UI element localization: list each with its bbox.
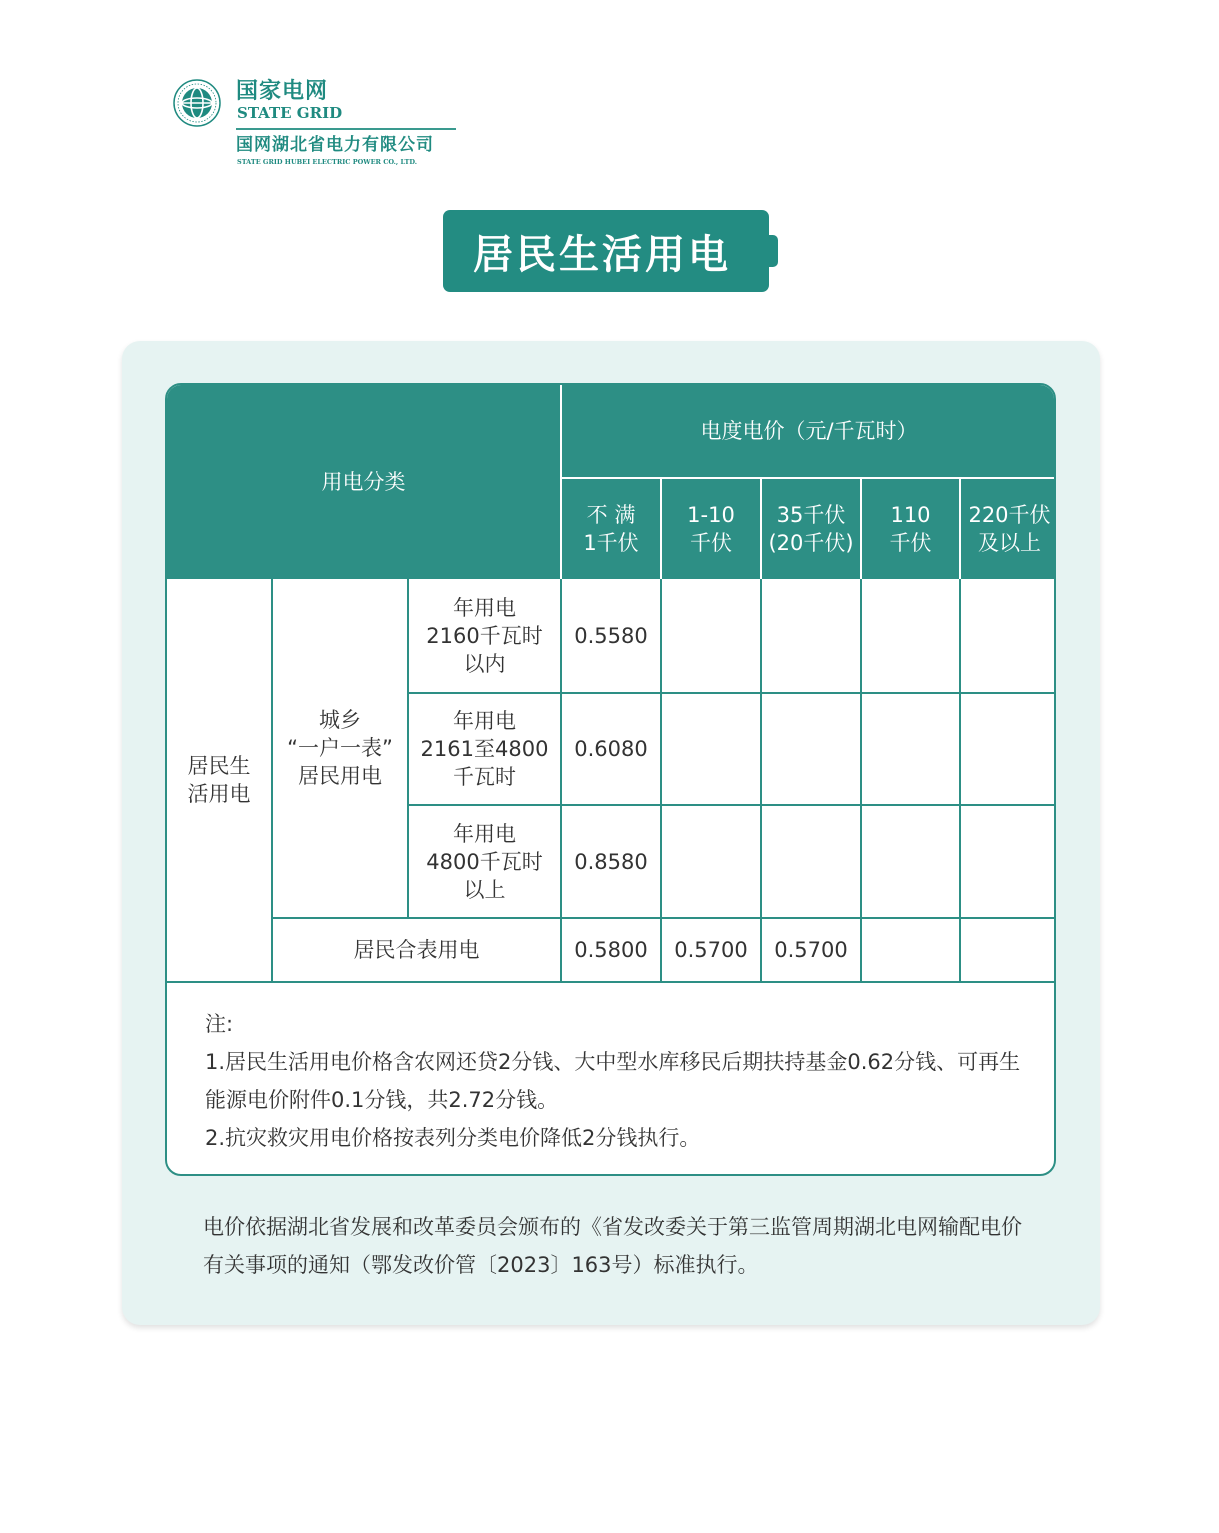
grid-line: [407, 692, 1056, 694]
grid-line: [407, 804, 1056, 806]
price-cell: [961, 919, 1056, 981]
price-cell: [862, 694, 959, 804]
voltage-header: 1-10 千伏: [687, 503, 735, 555]
logo-name-cn: 国家电网: [236, 79, 329, 104]
grid-line: [959, 579, 961, 981]
price-cell: 0.5580: [574, 623, 648, 648]
logo-company-en: STATE GRID HUBEI ELECTRIC POWER CO., LTD.: [237, 158, 417, 166]
price-cell: 0.5800: [574, 938, 648, 962]
price-cell: [961, 806, 1056, 917]
price-cell: [961, 579, 1056, 692]
price-cell: 0.8580: [574, 849, 648, 874]
grid-line: [660, 579, 662, 981]
state-grid-emblem-icon: [172, 78, 222, 128]
category-header: 用电分类: [321, 470, 406, 494]
tier-label: 年用电 4800千瓦时 以上: [426, 821, 543, 902]
price-cell: 0.6080: [574, 737, 648, 761]
price-cell: [762, 806, 860, 917]
tier-label: 年用电 2160千瓦时 以内: [426, 595, 543, 676]
company-logo: [172, 76, 472, 176]
category-level2: 城乡 “一户一表” 居民用电: [287, 708, 393, 788]
banner-tab-decoration: [766, 235, 778, 267]
price-cell: [762, 579, 860, 692]
price-cell: [662, 694, 760, 804]
note-item: 1.居民生活用电价格含农网还贷2分钱、大中型水库移民后期扶持基金0.62分钱、可再生能源电价附件0.1分钱，共2.72分钱。: [205, 1050, 1021, 1112]
tier-label: 年用电 2161至4800 千瓦时: [420, 709, 549, 789]
header-divider: [860, 479, 862, 579]
price-cell: 0.5700: [774, 938, 848, 962]
header-divider: [560, 385, 562, 579]
price-cell: [762, 694, 860, 804]
price-cell: 0.5700: [674, 938, 748, 962]
price-cell: [662, 579, 760, 692]
price-header: 电度电价（元/千瓦时）: [700, 419, 918, 443]
header-divider: [660, 479, 662, 579]
title-banner: [443, 210, 769, 292]
price-cell: [862, 579, 959, 692]
policy-reference-text: 电价依据湖北省发展和改革委员会颁布的《省发改委关于第三监管周期湖北电网输配电价有关事项的通知（鄂发改价管〔2023〕163号）标准执行。: [203, 1215, 1022, 1277]
header-divider: [959, 479, 961, 579]
voltage-header: 110 千伏: [889, 503, 932, 555]
shared-meter-label: 居民合表用电: [353, 938, 480, 962]
price-cell: [862, 806, 959, 917]
logo-divider: [236, 128, 456, 130]
grid-line: [271, 579, 273, 981]
price-cell: [862, 919, 959, 981]
price-table: [165, 383, 1056, 1176]
voltage-header: 35千伏 (20千伏): [768, 503, 854, 555]
voltage-header: 220千伏 及以上: [968, 503, 1051, 555]
grid-line: [271, 917, 1056, 919]
notes-heading: 注:: [205, 1012, 234, 1036]
voltage-header: 不 满 1千伏: [583, 503, 639, 555]
grid-line: [860, 579, 862, 981]
grid-line: [407, 579, 409, 919]
notes-section: [205, 1005, 1035, 1157]
grid-line: [560, 579, 562, 981]
grid-line: [167, 981, 1056, 983]
price-cell: [662, 806, 760, 917]
grid-line: [760, 579, 762, 981]
header-divider: [760, 479, 762, 579]
header-divider: [562, 477, 1056, 479]
page-title: 居民生活用电: [473, 231, 731, 278]
category-level1: 居民生 活用电: [187, 754, 251, 806]
price-cell: [961, 694, 1056, 804]
logo-company-cn: 国网湖北省电力有限公司: [236, 135, 434, 155]
logo-name-en: STATE GRID: [237, 104, 343, 122]
note-item: 2.抗灾救灾用电价格按表列分类电价降低2分钱执行。: [205, 1126, 701, 1150]
